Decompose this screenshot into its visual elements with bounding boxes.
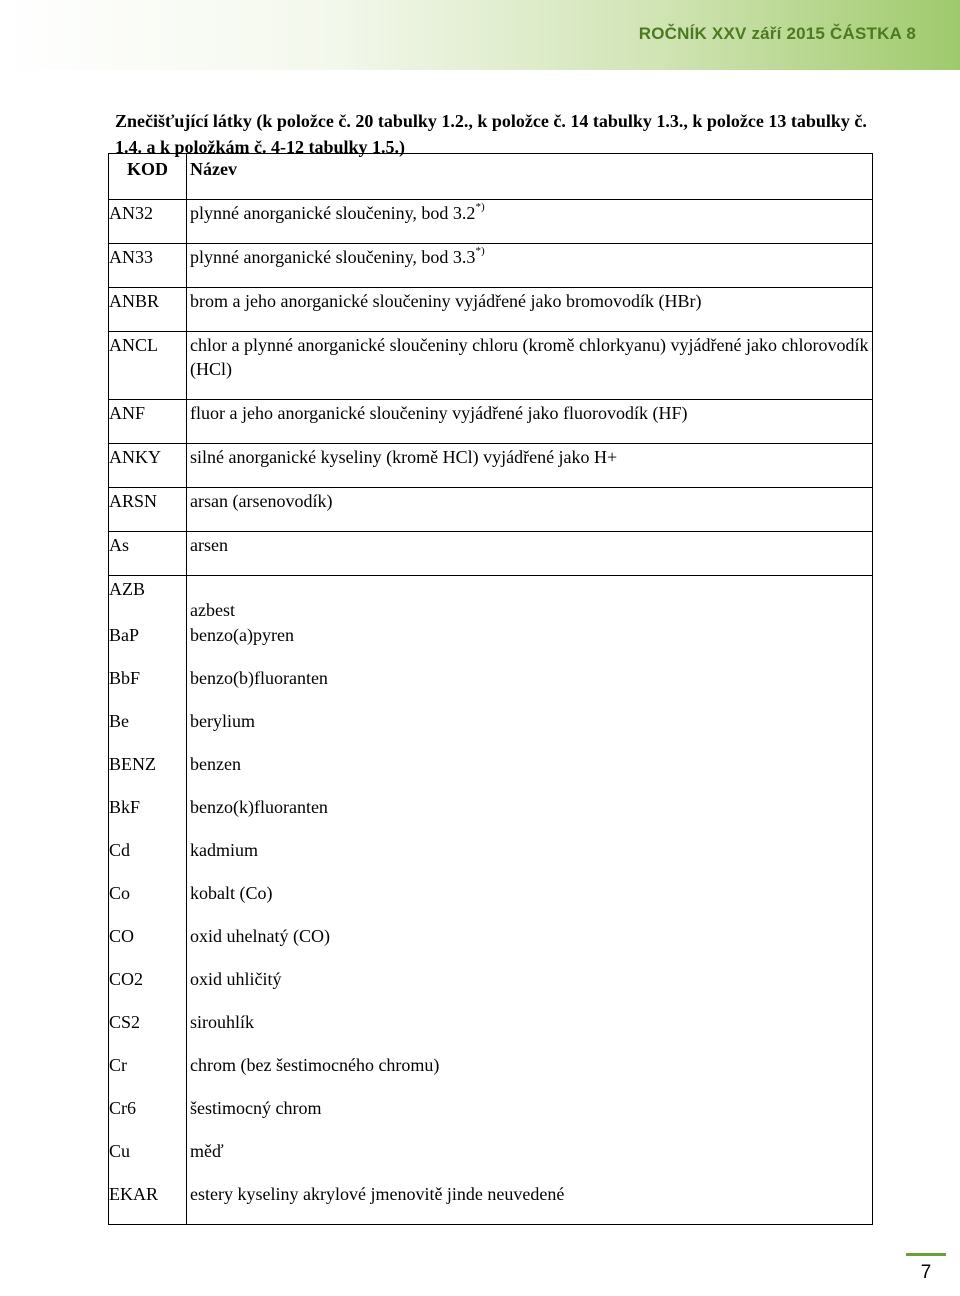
row-code: ARSN (109, 488, 187, 532)
row-code: CO (109, 923, 187, 966)
table-row (109, 966, 873, 1009)
footnote-mark: *) (475, 245, 485, 257)
table-row (109, 488, 873, 532)
row-name: kobalt (Co) (187, 880, 873, 923)
row-code: AN33 (109, 244, 187, 288)
row-code: As (109, 532, 187, 576)
row-name: chrom (bez šestimocného chromu) (187, 1052, 873, 1095)
footnote-mark: *) (475, 201, 485, 213)
row-code: Cr6 (109, 1095, 187, 1138)
row-name: měď (187, 1138, 873, 1181)
table-caption: Znečišťující látky (k položce č. 20 tabulky 1.2., k položce č. 14 tabulky 1.3., k položce 13 tabulky č. 1.4. a k položkám č. 4-12 tabulky 1.5.) (115, 111, 867, 157)
row-name: plynné anorganické sloučeniny, bod 3.3*) (187, 244, 873, 288)
row-name: arsan (arsenovodík) (187, 488, 873, 532)
table-row (109, 1095, 873, 1138)
row-name: benzo(b)fluoranten (187, 665, 873, 708)
row-code: Be (109, 708, 187, 751)
table-row (109, 444, 873, 488)
row-code: BkF (109, 794, 187, 837)
row-code: CS2 (109, 1009, 187, 1052)
table-row (109, 400, 873, 444)
table-row (109, 880, 873, 923)
table-row (109, 532, 873, 576)
row-code: Co (109, 880, 187, 923)
table-row (109, 1052, 873, 1095)
row-code: ANBR (109, 288, 187, 332)
row-code: AN32 (109, 200, 187, 244)
row-code: ANF (109, 400, 187, 444)
table-row (109, 794, 873, 837)
row-code: BbF (109, 665, 187, 708)
table-header-row (109, 154, 873, 200)
table-row (109, 1009, 873, 1052)
table-row (109, 837, 873, 880)
table-row (109, 1138, 873, 1181)
row-name: arsen (187, 532, 873, 576)
table-row (109, 665, 873, 708)
table-row (109, 576, 873, 623)
row-name: fluor a jeho anorganické sloučeniny vyjádřené jako fluorovodík (HF) (187, 400, 873, 444)
table-row (109, 1181, 873, 1225)
table-row (109, 288, 873, 332)
page-number: 7 (920, 1262, 932, 1283)
pollutants-table (108, 153, 873, 1225)
row-name: kadmium (187, 837, 873, 880)
row-code: BaP (109, 622, 187, 665)
header-name: Název (187, 154, 873, 200)
row-name: estery kyseliny akrylové jmenovitě jinde neuvedené (187, 1181, 873, 1225)
row-code: EKAR (109, 1181, 187, 1225)
table-row (109, 751, 873, 794)
table-row (109, 708, 873, 751)
row-code: BENZ (109, 751, 187, 794)
table-row (109, 332, 873, 400)
table-row (109, 200, 873, 244)
row-name: oxid uhličitý (187, 966, 873, 1009)
row-code: CO2 (109, 966, 187, 1009)
row-name: berylium (187, 708, 873, 751)
table-row (109, 244, 873, 288)
row-code: Cr (109, 1052, 187, 1095)
row-name: silné anorganické kyseliny (kromě HCl) vyjádřené jako H+ (187, 444, 873, 488)
row-name: šestimocný chrom (187, 1095, 873, 1138)
row-code: Cu (109, 1138, 187, 1181)
row-name: benzo(k)fluoranten (187, 794, 873, 837)
row-name: brom a jeho anorganické sloučeniny vyjádřené jako bromovodík (HBr) (187, 288, 873, 332)
header-issue: ROČNÍK XXV září 2015 ČÁSTKA 8 (638, 24, 916, 43)
header-code: KOD (109, 154, 187, 200)
row-name: azbest (187, 576, 873, 623)
row-name: oxid uhelnatý (CO) (187, 923, 873, 966)
row-name: benzen (187, 751, 873, 794)
row-name: chlor a plynné anorganické sloučeniny chloru (kromě chlorkyanu) vyjádřené jako chlorovodík (HCl) (187, 332, 873, 400)
row-name: plynné anorganické sloučeniny, bod 3.2*) (187, 200, 873, 244)
row-code: Cd (109, 837, 187, 880)
row-code: ANCL (109, 332, 187, 400)
row-name: benzo(a)pyren (187, 622, 873, 665)
table-row (109, 622, 873, 665)
row-code: ANKY (109, 444, 187, 488)
table-row (109, 923, 873, 966)
row-code: AZB (109, 576, 187, 623)
row-name: sirouhlík (187, 1009, 873, 1052)
